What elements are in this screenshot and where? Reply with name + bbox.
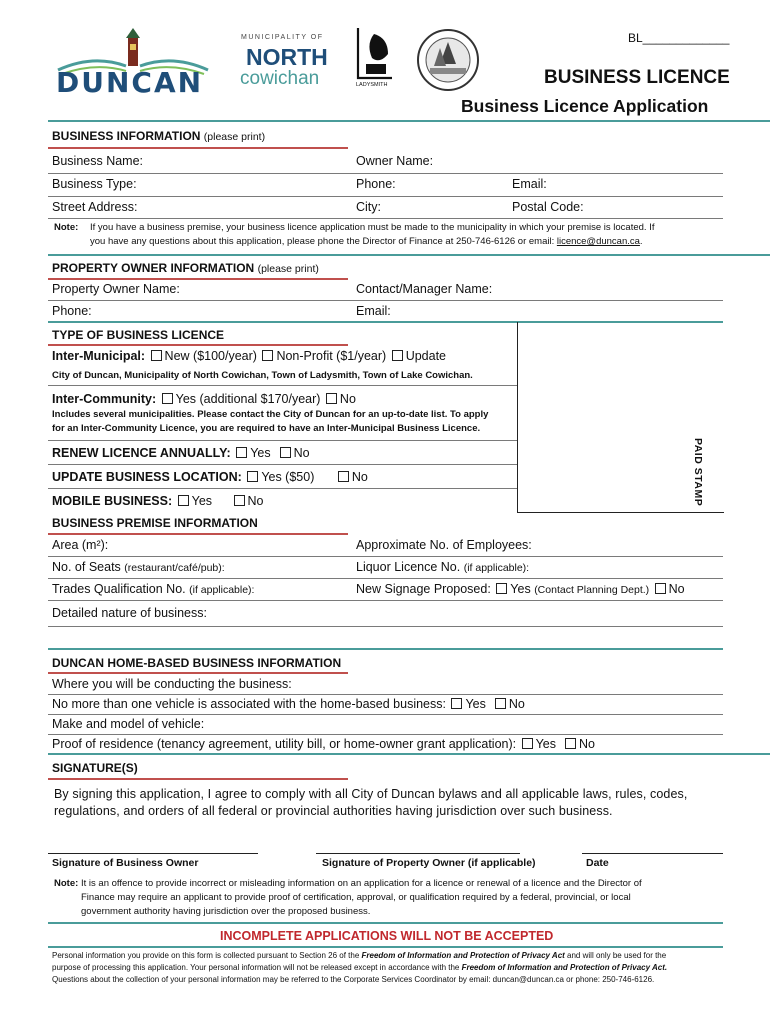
property-signature-label: Signature of Property Owner (if applicable) xyxy=(322,857,536,869)
business-type-label[interactable]: Business Type: xyxy=(52,177,137,191)
row-divider xyxy=(48,440,517,441)
residence-row xyxy=(52,737,595,751)
row-divider xyxy=(48,173,723,174)
signage-row xyxy=(356,582,685,596)
im-nonprofit-label: Non-Profit ($1/year) xyxy=(276,349,387,363)
residence-yes-checkbox[interactable] xyxy=(522,738,533,749)
residence-yes-label: Yes xyxy=(535,737,557,751)
section-divider xyxy=(48,254,770,256)
privacy-line-2a: purpose of processing this application. Your personal information will not be released except in accordance with the xyxy=(52,963,462,972)
property-owner-name-label[interactable]: Property Owner Name: xyxy=(52,282,180,296)
signage-yes-note: (Contact Planning Dept.) xyxy=(534,584,650,596)
page-title: BUSINESS LICENCE xyxy=(544,67,730,88)
postal-code-label[interactable]: Postal Code: xyxy=(512,200,584,214)
signature-text-1: By signing this application, I agree to comply with all City of Duncan bylaws and all applicable laws, rules, codes, xyxy=(54,787,688,801)
business-info-underline xyxy=(48,147,348,149)
page-subtitle: Business Licence Application xyxy=(461,96,709,116)
im-update-label: Update xyxy=(405,349,446,363)
licence-email-link[interactable]: licence@duncan.ca xyxy=(556,236,640,247)
row-divider xyxy=(48,196,723,197)
residence-no-checkbox[interactable] xyxy=(565,738,576,749)
business-email-label[interactable]: Email: xyxy=(512,177,547,191)
section-divider xyxy=(48,648,723,650)
incomplete-warning: INCOMPLETE APPLICATIONS WILL NOT BE ACCEPTED xyxy=(220,929,554,943)
row-divider xyxy=(48,385,517,386)
mobile-no-label: No xyxy=(247,494,264,508)
inter-municipal-row xyxy=(52,349,446,363)
update-no-label: No xyxy=(351,470,368,484)
owner-signature-label: Signature of Business Owner xyxy=(52,857,199,869)
inter-community-description-1: Includes several municipalities. Please contact the City of Duncan for an up-to-date list. To apply xyxy=(52,409,489,420)
row-divider xyxy=(48,488,517,489)
inter-municipal-description: City of Duncan, Municipality of North Cowichan, Town of Ladysmith, Town of Lake Cowichan. xyxy=(52,370,473,381)
business-info-heading-note: (please print) xyxy=(203,131,266,143)
renew-no-checkbox[interactable] xyxy=(280,447,291,458)
row-divider xyxy=(48,300,723,301)
liquor-label: Liquor Licence No. xyxy=(356,560,461,574)
vehicle-yes-label: Yes xyxy=(465,697,486,711)
seats-note: (restaurant/café/pub): xyxy=(124,562,225,574)
section-divider xyxy=(48,922,723,924)
ic-yes-label: Yes (additional $170/year) xyxy=(175,392,321,406)
where-conducting-label[interactable]: Where you will be conducting the business: xyxy=(52,677,292,691)
privacy-line-1c: and will only be used for the xyxy=(564,951,667,960)
liquor-row[interactable] xyxy=(356,560,529,574)
property-owner-phone-label[interactable]: Phone: xyxy=(52,304,92,318)
signage-yes-label: Yes xyxy=(510,582,531,596)
business-info-heading-text: BUSINESS INFORMATION xyxy=(52,129,201,143)
business-phone-label[interactable]: Phone: xyxy=(356,177,396,191)
vehicle-row xyxy=(52,697,525,711)
north-cowichan-logo xyxy=(236,32,336,94)
liquor-note: (if applicable): xyxy=(463,562,530,574)
business-note-line2-text: you have any questions about this application, please phone the Director of Finance at 250-746-6126 or email: xyxy=(90,236,557,247)
row-divider xyxy=(48,734,723,735)
paid-stamp-label: PAID STAMP xyxy=(692,438,704,507)
update-yes-label: Yes ($50) xyxy=(261,470,315,484)
inter-municipal-label: Inter-Municipal: xyxy=(52,349,146,363)
inter-community-label: Inter-Community: xyxy=(52,392,157,406)
signature-heading: SIGNATURE(S) xyxy=(52,761,138,775)
north-cowichan-bot-text: cowichan xyxy=(240,68,320,89)
signature-note-3: government authority having jurisdiction over the proposed business. xyxy=(81,906,371,917)
signature-note-2: Finance may require an applicant to provide proof of certification, approval, or qualification required by a federal, provincial, or local xyxy=(81,892,631,903)
seats-label: No. of Seats xyxy=(52,560,121,574)
residence-no-label: No xyxy=(578,737,595,751)
home-based-heading: DUNCAN HOME-BASED BUSINESS INFORMATION xyxy=(52,656,342,670)
signage-yes-checkbox[interactable] xyxy=(496,583,507,594)
licence-type-heading: TYPE OF BUSINESS LICENCE xyxy=(52,328,225,342)
row-divider xyxy=(48,600,723,601)
mobile-business-row xyxy=(52,494,264,508)
trades-label: Trades Qualification No. xyxy=(52,582,186,596)
privacy-line-2b: Freedom of Information and Protection of Privacy Act. xyxy=(461,963,668,972)
privacy-line-2 xyxy=(52,963,667,972)
business-info-heading xyxy=(52,129,265,143)
vehicle-make-label[interactable]: Make and model of vehicle: xyxy=(52,717,205,731)
contact-manager-label[interactable]: Contact/Manager Name: xyxy=(356,282,493,296)
lake-cowichan-seal-graphic xyxy=(416,28,480,92)
ladysmith-logo xyxy=(352,24,398,92)
renew-yes-label: Yes xyxy=(250,446,271,460)
city-label[interactable]: City: xyxy=(356,200,381,214)
renew-label: RENEW LICENCE ANNUALLY: xyxy=(52,446,231,460)
property-owner-heading xyxy=(52,261,319,275)
vehicle-no-checkbox[interactable] xyxy=(495,698,506,709)
property-owner-email-label[interactable]: Email: xyxy=(356,304,391,318)
date-label: Date xyxy=(586,857,609,869)
street-address-label[interactable]: Street Address: xyxy=(52,200,138,214)
business-note-line2 xyxy=(90,236,643,247)
privacy-line-1 xyxy=(52,951,666,960)
signage-no-checkbox[interactable] xyxy=(655,583,666,594)
signature-text-2: regulations, and orders of all federal or provincial authorities having jurisdiction over such business. xyxy=(54,804,613,818)
footer-divider xyxy=(48,946,723,948)
row-divider xyxy=(48,464,517,465)
duncan-logo-text: DUNCAN xyxy=(56,66,204,99)
lake-cowichan-seal xyxy=(416,28,480,92)
signage-label: New Signage Proposed: xyxy=(356,582,491,596)
north-cowichan-top-text: MUNICIPALITY OF xyxy=(241,34,324,41)
section-divider xyxy=(48,753,770,755)
premise-underline xyxy=(48,533,348,535)
update-no-checkbox[interactable] xyxy=(338,471,349,482)
premise-heading: BUSINESS PREMISE INFORMATION xyxy=(52,516,258,530)
renew-yes-checkbox[interactable] xyxy=(236,447,247,458)
home-based-underline xyxy=(48,672,348,674)
licence-type-underline xyxy=(48,344,348,346)
north-cowichan-mid-text: NORTH xyxy=(246,44,328,70)
im-new-label: New ($100/year) xyxy=(164,349,257,363)
property-owner-underline xyxy=(48,278,348,280)
row-divider xyxy=(48,714,723,715)
ic-no-label: No xyxy=(339,392,356,406)
area-label[interactable]: Area (m²): xyxy=(52,538,109,552)
trades-row[interactable] xyxy=(52,582,254,596)
property-signature-line[interactable] xyxy=(316,853,520,854)
update-location-label: UPDATE BUSINESS LOCATION: xyxy=(52,470,242,484)
inter-community-description-2: for an Inter-Community Licence, you are required to have an Inter-Municipal Business Licence. xyxy=(52,423,481,434)
residence-label: Proof of residence (tenancy agreement, utility bill, or home-owner grant application): xyxy=(52,737,517,751)
employees-label[interactable]: Approximate No. of Employees: xyxy=(356,538,532,552)
mobile-yes-checkbox[interactable] xyxy=(178,495,189,506)
header-divider xyxy=(48,120,770,122)
row-divider xyxy=(48,578,723,579)
update-yes-checkbox[interactable] xyxy=(247,471,258,482)
inter-community-row xyxy=(52,392,356,406)
privacy-line-3: Questions about the collection of your personal information may be referred to the Corporate Services Coordinator by email: duncan@duncan.ca or phone: 250-746-6126. xyxy=(52,975,655,984)
property-owner-heading-text: PROPERTY OWNER INFORMATION xyxy=(52,261,255,275)
business-note-line1: If you have a business premise, your business licence application must be made to the municipality in which your premise is located. If xyxy=(90,222,655,233)
seats-row[interactable] xyxy=(52,560,225,574)
row-divider xyxy=(48,694,723,695)
mobile-yes-label: Yes xyxy=(191,494,213,508)
privacy-line-1b: Freedom of Information and Protection of Privacy Act xyxy=(361,951,565,960)
row-divider xyxy=(48,218,723,219)
row-divider xyxy=(48,556,723,557)
im-nonprofit-checkbox[interactable] xyxy=(262,350,273,361)
date-line[interactable] xyxy=(582,853,723,854)
ic-no-checkbox[interactable] xyxy=(326,393,337,404)
ic-yes-checkbox[interactable] xyxy=(162,393,173,404)
business-note-label: Note: xyxy=(54,222,79,233)
signage-no-label: No xyxy=(668,582,685,596)
business-note-end: . xyxy=(639,236,643,247)
ladysmith-logo-text: LADYSMITH xyxy=(356,82,388,88)
im-new-checkbox[interactable] xyxy=(151,350,162,361)
privacy-line-1a: Personal information you provide on this form is collected pursuant to Section 26 of the xyxy=(52,951,362,960)
duncan-logo xyxy=(48,26,218,99)
property-owner-heading-note: (please print) xyxy=(257,263,319,275)
im-update-checkbox[interactable] xyxy=(392,350,403,361)
renew-row xyxy=(52,446,310,460)
vehicle-yes-checkbox[interactable] xyxy=(451,698,462,709)
signature-underline xyxy=(48,778,348,780)
bl-number-field[interactable]: BL_____________ xyxy=(628,31,730,45)
signature-note-label: Note: xyxy=(54,878,79,889)
business-name-label[interactable]: Business Name: xyxy=(52,154,144,168)
nature-of-business-label[interactable]: Detailed nature of business: xyxy=(52,606,207,620)
vehicle-label: No more than one vehicle is associated with the home-based business: xyxy=(52,697,446,711)
update-location-row xyxy=(52,470,368,484)
renew-no-label: No xyxy=(293,446,310,460)
mobile-no-checkbox[interactable] xyxy=(234,495,245,506)
trades-note: (if applicable): xyxy=(189,584,255,596)
owner-signature-line[interactable] xyxy=(48,853,258,854)
row-divider xyxy=(48,626,723,627)
mobile-business-label: MOBILE BUSINESS: xyxy=(52,494,173,508)
signature-note-1: It is an offence to provide incorrect or misleading information on an application for a licence or renewal of a licence and the Director of xyxy=(81,878,642,889)
vehicle-no-label: No xyxy=(508,697,525,711)
owner-name-label[interactable]: Owner Name: xyxy=(356,154,434,168)
